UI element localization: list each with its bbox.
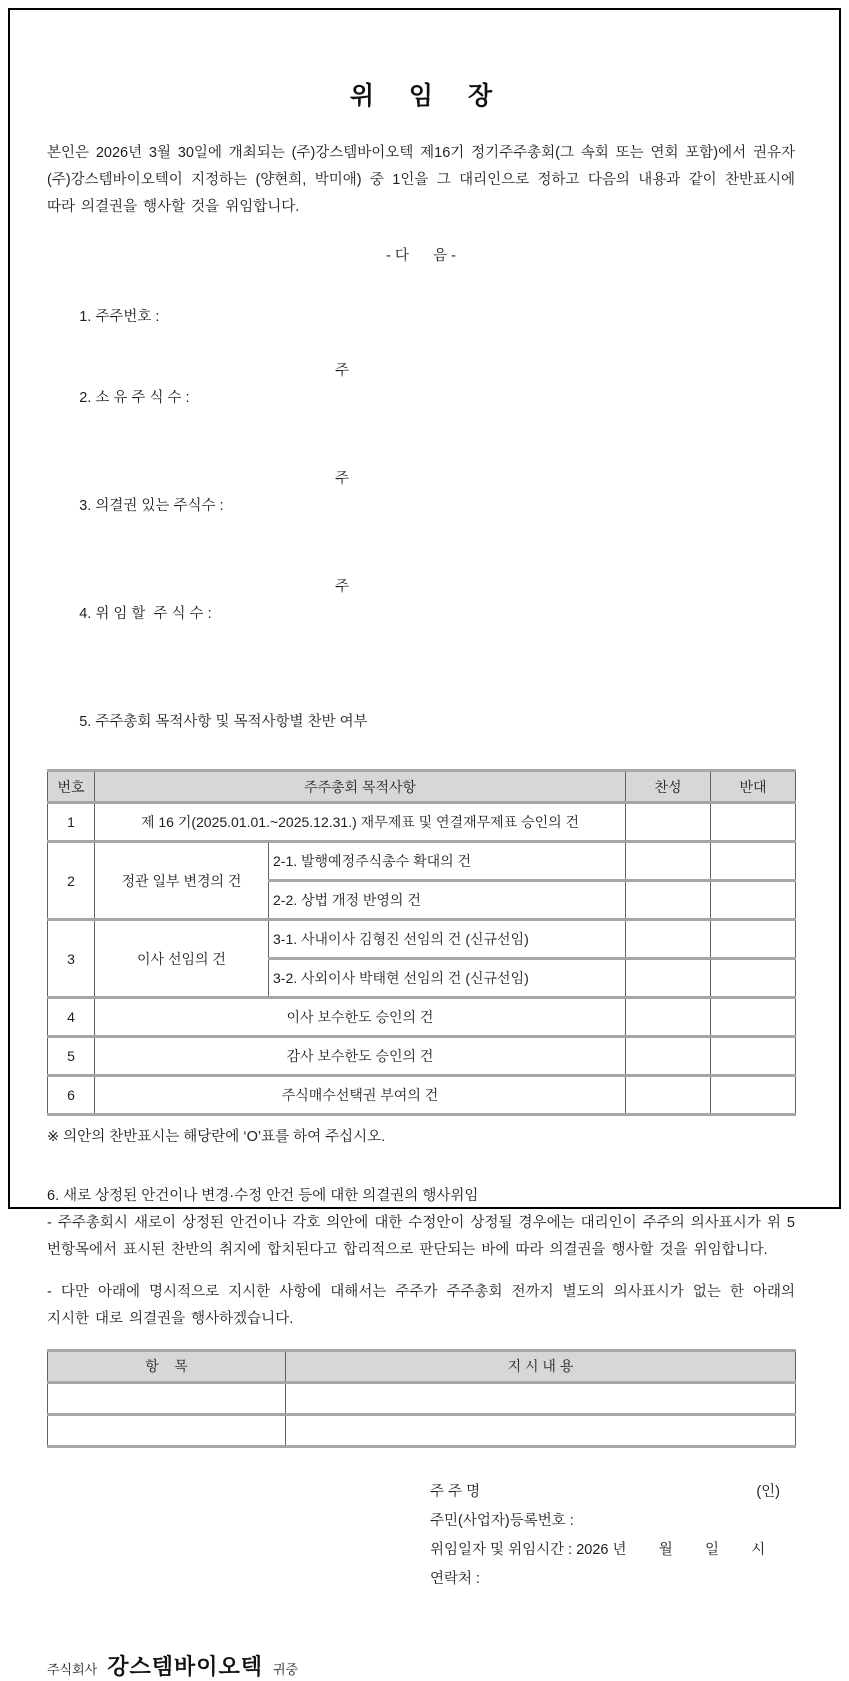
agenda-header-row bbox=[48, 771, 796, 803]
agenda-row-3-1 bbox=[48, 920, 796, 959]
daum-divider: - 다 음 - bbox=[386, 248, 456, 264]
row-sub-subject: 3-2. 사외이사 박태현 선임의 건 (신규선임) bbox=[269, 959, 626, 998]
delegation-date-line: 위임일자 및 위임시간 : 2026 년 월 일 시 bbox=[430, 1541, 766, 1558]
agenda-row-6 bbox=[48, 1076, 796, 1115]
list-item-delegated-shares bbox=[47, 574, 795, 682]
company-name: 강스템바이오텍 bbox=[107, 1653, 263, 1679]
row-sub-subject: 3-1. 사내이사 김형진 선임의 건 (신규선임) bbox=[269, 920, 626, 959]
section6-heading: 6. 새로 상정된 안건이나 변경·수정 안건 등에 대한 의결권의 행사위임 bbox=[47, 1188, 479, 1204]
vote-against-cell-3-1[interactable] bbox=[711, 920, 796, 959]
section6-paragraph-1: - 주주총회시 새로이 상정된 안건이나 각호 의안에 대한 수정안이 상정될 경우에는 대리인이 주주의 의사표시가 위 5 번항목에서 표시된 찬반의 취지에 합치된다고 합리적으로 판단되는 바에 따라 의결권을 행사할 것을 위임합니다. bbox=[47, 1215, 795, 1258]
vote-for-cell-1[interactable] bbox=[626, 803, 711, 842]
agenda-row-2-1 bbox=[48, 842, 796, 881]
intro-paragraph: 본인은 2026년 3월 30일에 개최되는 (주)강스템바이오텍 제16기 정기주주총회(그 속회 또는 연회 포함)에서 권유자 (주)강스템바이오텍이 지정하는 (양현희, 박미애) 중 1인을 그 대리인으로 정하고 다음의 내용과 같이 찬반표시에 따라 의결권을 행사할 것을 위임합니다. bbox=[47, 145, 795, 215]
list-item-label: 4. 위 임 할 주 식 수 : bbox=[79, 606, 212, 622]
share-unit-label: 주 bbox=[335, 363, 350, 379]
row-subject: 제 16 기(2025.01.01.~2025.12.31.) 재무제표 및 연결재무제표 승인의 건 bbox=[95, 803, 626, 842]
header-against: 반대 bbox=[711, 771, 796, 803]
shareholder-name-label: 주 주 명 bbox=[430, 1483, 481, 1500]
vote-against-cell-5[interactable] bbox=[711, 1037, 796, 1076]
section6-paragraph-2: - 다만 아래에 명시적으로 지시한 사항에 대해서는 주주가 주주총회 전까지 별도의 의사표시가 없는 한 아래의 지시한 대로 의결권을 행사하겠습니다. bbox=[47, 1283, 795, 1327]
vote-against-cell-3-2[interactable] bbox=[711, 959, 796, 998]
header-for: 찬성 bbox=[626, 771, 711, 803]
row-sub-subject: 2-1. 발행예정주식총수 확대의 건 bbox=[269, 842, 626, 881]
row-no: 1 bbox=[48, 803, 95, 842]
contact-label: 연락처 : bbox=[430, 1570, 481, 1587]
vote-against-cell-1[interactable] bbox=[711, 803, 796, 842]
document-content bbox=[47, 0, 795, 1681]
row-group-subject: 이사 선임의 건 bbox=[95, 920, 269, 998]
row-no: 5 bbox=[48, 1037, 95, 1076]
list-item-label: 2. 소 유 주 식 수 : bbox=[79, 390, 190, 406]
instruction-row-2 bbox=[48, 1414, 796, 1446]
row-no: 2 bbox=[48, 842, 95, 920]
vote-for-cell-2-2[interactable] bbox=[626, 881, 711, 920]
instruction-item-cell-1[interactable] bbox=[48, 1382, 286, 1414]
list-item-agenda-heading bbox=[47, 682, 795, 763]
list-item-label: 1. 주주번호 : bbox=[79, 309, 160, 325]
instruction-table bbox=[47, 1349, 796, 1448]
seal-label: (인) bbox=[756, 1483, 780, 1500]
agenda-row-5 bbox=[48, 1037, 796, 1076]
vote-against-cell-2-2[interactable] bbox=[711, 881, 796, 920]
signature-block bbox=[430, 1478, 780, 1594]
agenda-table bbox=[47, 769, 796, 1116]
agenda-row-4 bbox=[48, 998, 796, 1037]
company-prefix: 주식회사 bbox=[47, 1661, 98, 1677]
addressee-line bbox=[47, 1650, 795, 1681]
list-item-voting-shares bbox=[47, 466, 795, 574]
vote-for-cell-5[interactable] bbox=[626, 1037, 711, 1076]
list-item-label: 3. 의결권 있는 주식수 : bbox=[79, 498, 224, 514]
vote-for-cell-2-1[interactable] bbox=[626, 842, 711, 881]
share-unit-label: 주 bbox=[335, 471, 350, 487]
header-no: 번호 bbox=[48, 771, 95, 803]
instruction-item-cell-2[interactable] bbox=[48, 1414, 286, 1446]
row-subject: 이사 보수한도 승인의 건 bbox=[95, 998, 626, 1037]
registration-number-label: 주민(사업자)등록번호 : bbox=[430, 1512, 574, 1529]
instruction-header-row bbox=[48, 1350, 796, 1382]
signature-name-row bbox=[430, 1478, 780, 1507]
instruction-row-1 bbox=[48, 1382, 796, 1414]
header-item: 항 목 bbox=[48, 1350, 286, 1382]
share-unit-label: 주 bbox=[335, 579, 350, 595]
vote-against-cell-2-1[interactable] bbox=[711, 842, 796, 881]
vote-for-cell-3-2[interactable] bbox=[626, 959, 711, 998]
row-subject: 감사 보수한도 승인의 건 bbox=[95, 1037, 626, 1076]
row-no: 4 bbox=[48, 998, 95, 1037]
page-title: 위 임 장 bbox=[349, 82, 507, 110]
row-no: 3 bbox=[48, 920, 95, 998]
row-subject: 주식매수선택권 부여의 건 bbox=[95, 1076, 626, 1115]
instruction-content-cell-1[interactable] bbox=[286, 1382, 796, 1414]
header-content: 지 시 내 용 bbox=[286, 1350, 796, 1382]
vote-for-cell-6[interactable] bbox=[626, 1076, 711, 1115]
vote-against-cell-6[interactable] bbox=[711, 1076, 796, 1115]
shareholder-info-list bbox=[47, 277, 795, 763]
agenda-row-1 bbox=[48, 803, 796, 842]
list-item-label: 5. 주주총회 목적사항 및 목적사항별 찬반 여부 bbox=[79, 714, 368, 730]
list-item-owned-shares bbox=[47, 358, 795, 466]
row-sub-subject: 2-2. 상법 개정 반영의 건 bbox=[269, 881, 626, 920]
vote-marking-note: ※ 의안의 찬반표시는 해당란에 ‘O’표를 하여 주십시오. bbox=[47, 1129, 386, 1145]
vote-against-cell-4[interactable] bbox=[711, 998, 796, 1037]
instruction-content-cell-2[interactable] bbox=[286, 1414, 796, 1446]
addressee-suffix: 귀중 bbox=[273, 1661, 299, 1677]
vote-for-cell-3-1[interactable] bbox=[626, 920, 711, 959]
row-group-subject: 정관 일부 변경의 건 bbox=[95, 842, 269, 920]
row-no: 6 bbox=[48, 1076, 95, 1115]
vote-for-cell-4[interactable] bbox=[626, 998, 711, 1037]
header-subject: 주주총회 목적사항 bbox=[95, 771, 626, 803]
list-item-shareholder-no bbox=[47, 277, 795, 358]
